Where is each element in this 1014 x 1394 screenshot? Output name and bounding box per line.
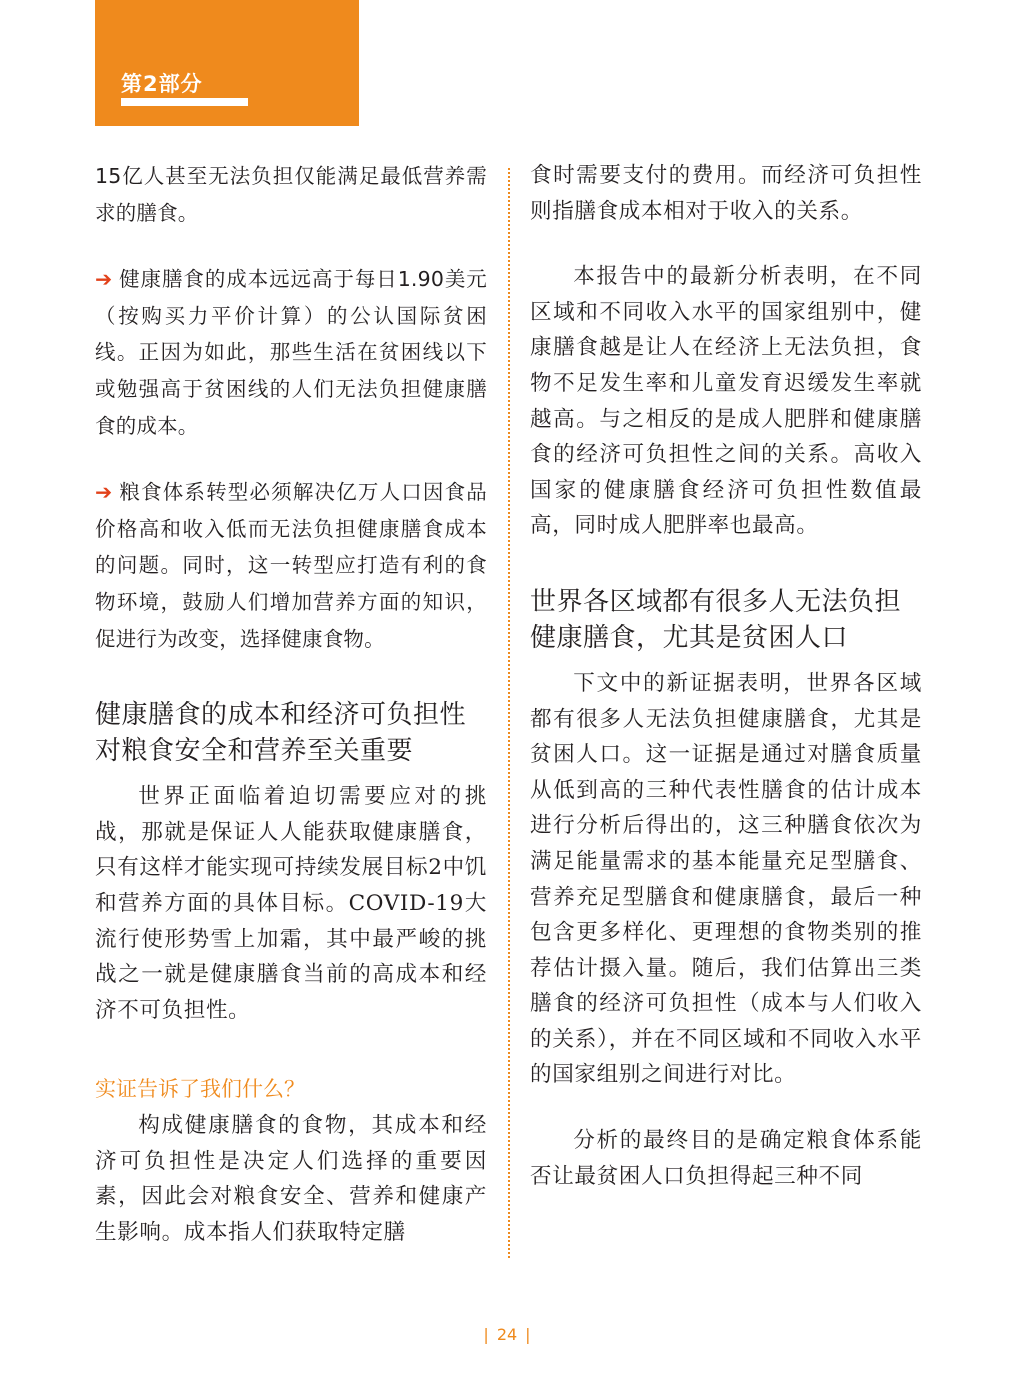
section-tab-label: 第2部分: [121, 72, 203, 96]
left-column: [95, 158, 487, 1251]
section-tab-underline: [121, 98, 248, 106]
analysis-paragraph: 本报告中的最新分析表明，在不同区域和不同收入水平的国家组别中，健康膳食越是让人在经济上无法负担，食物不足发生率和儿童发育迟缓发生率就越高。与之相反的是成人肥胖和健康膳食的经济可负担性之间的关系。高收入国家的健康膳食经济可负担性数值最高，同时成人肥胖率也最高。: [530, 264, 922, 539]
bullet-item: [95, 474, 487, 657]
page-number-bar: |: [525, 1325, 531, 1344]
goal-paragraph: 分析的最终目的是确定粮食体系能否让最贫困人口负担得起三种不同: [530, 1128, 922, 1189]
page-number-value: 24: [496, 1325, 518, 1344]
new-evidence-paragraph: 下文中的新证据表明，世界各区域都有很多人无法负担健康膳食，尤其是贫困人口。这一证据是通过对膳食质量从低到高的三种代表性膳食的估计成本进行分析后得出的，这三种膳食依次为满足能量需求的基本能量充足型膳食、营养充足型膳食和健康膳食，最后一种包含更多样化、更理想的食物类别的推荐估计摄入量。随后，我们估算出三类膳食的经济可负担性（成本与人们收入的关系），并在不同区域和不同收入水平的国家组别之间进行对比。: [530, 670, 922, 1088]
bullet-text: 健康膳食的成本远远高于每日1.90美元（按购买力平价计算）的公认国际贫困线。正因为如此，那些生活在贫困线以下或勉强高于贫困线的人们无法负担健康膳食的成本。: [95, 267, 487, 438]
section-tab: [95, 0, 359, 126]
page-number: [0, 1325, 1014, 1344]
bullet-item: [95, 261, 487, 444]
arrow-right-icon: ➔: [95, 480, 113, 505]
subheading: 实证告诉了我们什么？: [95, 1077, 305, 1102]
right-continued-paragraph: 食时需要支付的费用。而经济可负担性则指膳食成本相对于收入的关系。: [530, 163, 922, 224]
right-column: [530, 158, 922, 1194]
page-number-bar: |: [483, 1325, 489, 1344]
challenge-paragraph: 世界正面临着迫切需要应对的挑战，那就是保证人人能获取健康膳食，只有这样才能实现可持续发展目标2中饥和营养方面的具体目标。COVID-19大流行使形势雪上加霜，其中最严峻的挑战之一就是健康膳食当前的高成本和经济不可负担性。: [95, 784, 487, 1023]
section-heading: 世界各区域都有很多人无法负担健康膳食，尤其是贫困人口: [530, 586, 902, 653]
section-heading: 健康膳食的成本和经济可负担性对粮食安全和营养至关重要: [95, 700, 467, 767]
left-continued-paragraph: 15亿人甚至无法负担仅能满足最低营养需求的膳食。: [95, 164, 487, 225]
bullet-text: 粮食体系转型必须解决亿万人口因食品价格高和收入低而无法负担健康膳食成本的问题。同时，这一转型应打造有利的食物环境，鼓励人们增加营养方面的知识，促进行为改变，选择健康食物。: [95, 480, 487, 651]
arrow-right-icon: ➔: [95, 267, 113, 292]
column-divider: [508, 168, 510, 1258]
evidence-paragraph: 构成健康膳食的食物，其成本和经济可负担性是决定人们选择的重要因素，因此会对粮食安全、营养和健康产生影响。成本指人们获取特定膳: [95, 1113, 487, 1246]
